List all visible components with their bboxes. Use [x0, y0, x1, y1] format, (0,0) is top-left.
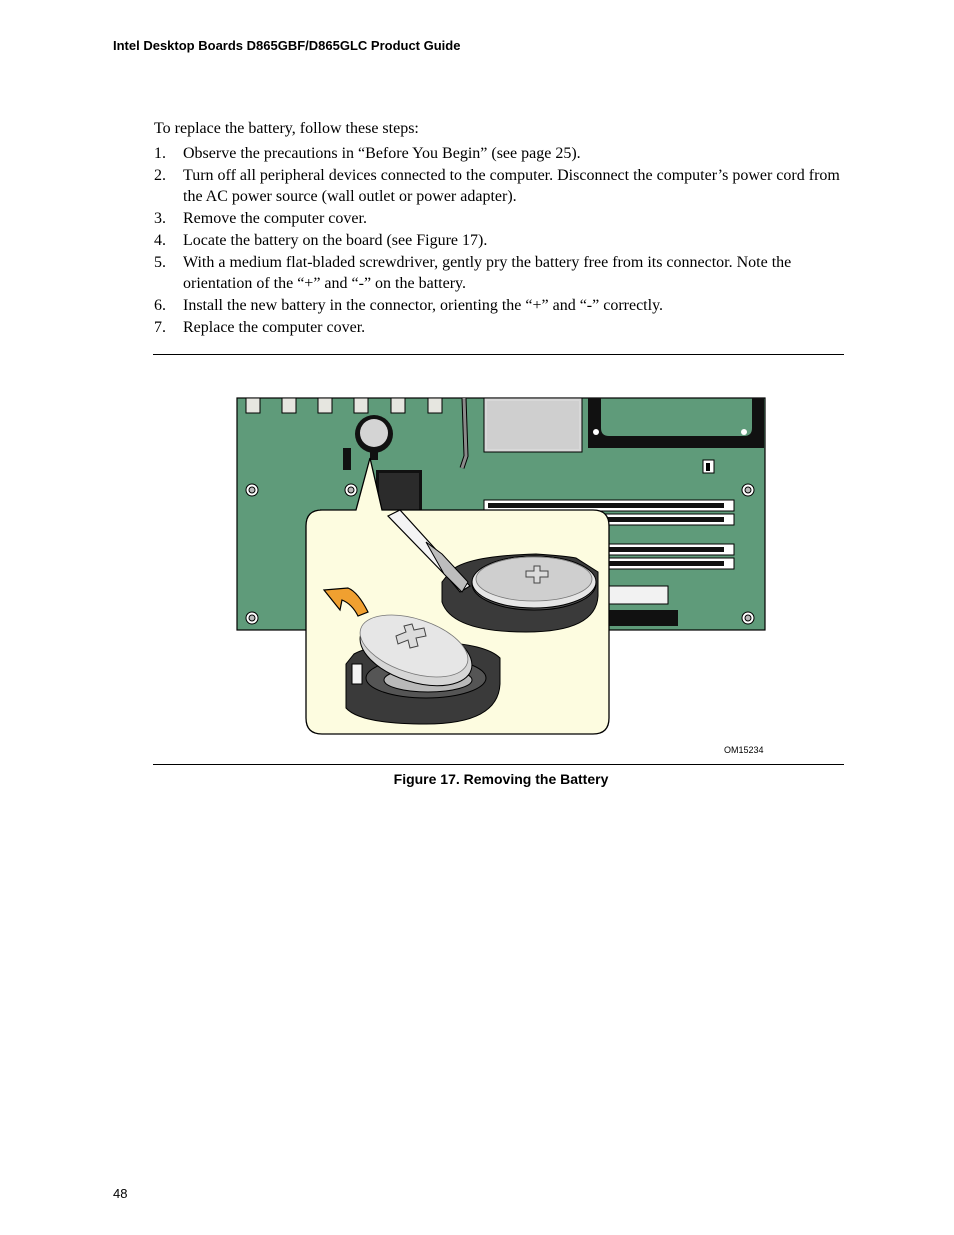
step-text: Replace the computer cover.	[183, 319, 366, 336]
running-header: Intel Desktop Boards D865GBF/D865GLC Product Guide	[113, 38, 461, 53]
step-text: Observe the precautions in “Before You Begin” (see page 25).	[183, 145, 581, 162]
step-text: Turn off all peripheral devices connected to the computer. Disconnect the computer’s power cord from the AC power source (wall outlet or power adapter).	[183, 167, 840, 205]
figure-top-rule	[153, 354, 844, 355]
list-item	[154, 252, 854, 294]
figure-bottom-rule	[153, 764, 844, 765]
step-text: Remove the computer cover.	[183, 210, 367, 227]
steps-list	[154, 143, 854, 339]
jumper	[343, 448, 351, 470]
list-item	[154, 143, 854, 164]
battery-removal-illustration	[236, 396, 766, 736]
list-item	[154, 317, 854, 338]
step-number: 1.	[154, 145, 166, 162]
step-number: 3.	[154, 210, 166, 227]
step-number: 4.	[154, 232, 166, 249]
step-number: 5.	[154, 254, 166, 271]
page-number: 48	[113, 1186, 128, 1201]
board-slot-lower	[606, 610, 678, 626]
step-number: 6.	[154, 297, 166, 314]
list-item	[154, 165, 854, 207]
step-text: Install the new battery in the connector, orienting the “+” and “-” correctly.	[183, 297, 664, 314]
figure-code: OM15234	[724, 745, 764, 755]
step-text: Locate the battery on the board (see Figure 17).	[183, 232, 488, 249]
board-label-area	[606, 586, 668, 604]
battery-top	[472, 556, 596, 608]
step-number: 2.	[154, 167, 166, 184]
list-item	[154, 230, 854, 251]
figure-caption-text: Figure 17. Removing the Battery	[393, 771, 609, 787]
figure-caption	[0, 771, 954, 787]
list-item	[154, 295, 854, 316]
steps-intro: To replace the battery, follow these steps:	[154, 120, 419, 137]
list-item	[154, 208, 854, 229]
step-text: With a medium flat-bladed screwdriver, gently pry the battery free from its connector. Note the orientation of the “+” and “-” on the battery.	[183, 254, 792, 292]
step-number: 7.	[154, 319, 166, 336]
